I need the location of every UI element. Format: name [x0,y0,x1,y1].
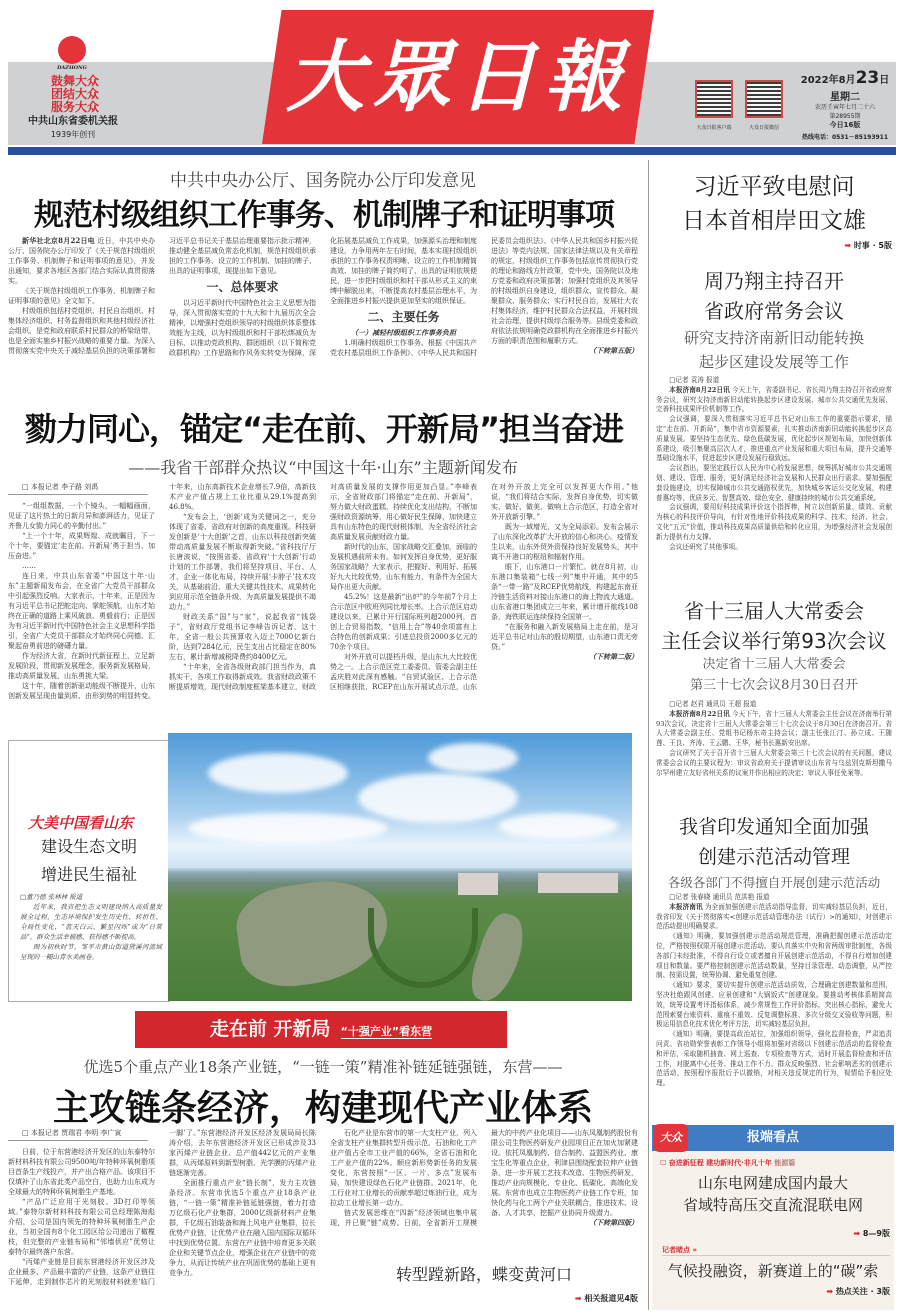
reporter-tag [662,1245,890,1256]
notice-headline[interactable] [652,812,896,872]
paragraph-text: 以习近平新时代中国特色社会主义思想为指导，深入贯彻落实党的十九大和十九届历次全会精神，以增强村党组织领导的村级组织体系整体效能为主线，以为村级组织和村干部松绑减负为目标，以推动党政机构、群团组织（以下简称党政群机构）工作思路和作风务实转变为保障，深化拓展基层减负工作成果，加强源头治理和制度建设，力争用两年左右时间，基本实现村级组织承担的工作事务权责明晰、设立的工作机制精简高效、加挂的牌子简约明了、出具的证明依规便民，进一步把村级组织和村干部从形式主义的束缚中解脱出来，不断提高农村基层治理水平，为全面推进乡村振兴提供更加坚实的组织保证。 [169,237,477,357]
paragraph-text: 链式发展思维在“四新”经济领域也集中展现，并已聚“链”成势。日前，全省新开工规模最大的中药产业化项目——山东凤凰制药股份有限公司生物医药研发产业园项目正在加火加紧建设。依托凤凰制药、信合制药、益盟医药业、康宝生化等重点企业，利津县围绕配套拉伸产业链条，进一步开展工艺技术改造、生物医药研发，推动产业向规模化、专业化、低碳化、高端化发展。东营市也成立生物医药产业链工作专班，加快化药与化工两个产业关联耦合，推进技术、设备、人才共享，挖掘产业协同升级潜力。 [330,1129,638,1227]
headline-line: 日本首相岸田文雄 [682,208,866,234]
arrow-right-icon: ➡ [844,241,854,250]
paragraph-text: （下转第五版） [589,346,638,355]
paragraph-text: 会议研究了关于召开省十三届人大常委会第三十七次会议的有关问题，建议常委会会议的主要议程为：审议省政府关于提请审议山东省与乌兹别克斯坦撒马尔罕州建立友好省州关系的议案并作出相应的决定；审议人事任免案等。 [656,748,892,777]
headline-line: 省十三届人大常委会 [684,599,864,623]
continued-note [491,346,638,356]
series-label: 奋进新征程 建功新时代·非凡十年 [668,1159,772,1167]
paragraph [330,328,477,338]
paragraph-text: 眼下，山东港口一片繁忙。就在8月初，山东港口集装箱“七线一列”集中开通，其中的5条“一带一路”及RCEP优势航线，构建起东南亚冷链生活资料对接山东港口的海上物流大通道。山东省港口集团成立三年来，累计增开航线108条，海铁联运连续保持全国第一。 [491,563,638,621]
page-count: 今日16版 [829,121,861,129]
npc-body [656,700,892,778]
subtitle-line: 决定省十三届人大常委会 [702,657,846,672]
article2-body [8,482,638,730]
highlights-series [660,1158,795,1168]
zhou-byline: □记者 袁涛 报道 [669,376,720,384]
item1-link[interactable] [652,1228,890,1239]
qr-code-icon[interactable] [695,80,733,118]
arrow-right-icon: ➡ [826,1287,836,1296]
paragraph [8,571,155,651]
article2-subtitle: ——我省干部群众热议“中国这十年·山东”主题新闻发布 [128,458,518,477]
paragraph-text: 石化产业是东营市的第一大支柱产业，列入全省支柱产业集群转型升级示范，石油和化工产业产值占全市工业产值的66%，全省石油和化工产业产值的22%。顺应新形势新任务的发展变化，东营按照“一区、一片、多点”发展布局，加快建设绿色石化产业链群。2021年，化工行业对工业增长的贡献率超过炼油行业，成为拉动工业增长第一动力。 [330,1129,477,1207]
banner-main: 走在前 开新局 [209,1018,331,1040]
feature-headline-line: 建设生态文明 [40,837,137,856]
paragraph-text: “在服务和融入新发展格局上走在前，是习近平总书记对山东的殷切期望，山东港口责无旁贷。” [491,623,638,651]
paragraph-text: 一、总体要求 [206,280,279,294]
paragraph-text: “丙烯产业链是目前东营港经济开发区涉及企业最多、产品最丰富的产业链，这条产业链往下延伸，走到制作芯片的光刻胶材料就差‘临门一脚’了。”东营港经济开发区经济发展局局长陈涛介绍，去年东营港经济开发区已形成涉及33家丙烯产业链企业、总产值442亿元的产业集群，从丙烯原料到新型树脂、光学膜的丙烯产业链逐渐完善。 [8,1129,316,1286]
headline-line: 山东电网建成国内最大 [697,1174,848,1192]
paragraph-text: 新时代的山东，国家战略交汇叠加，面临的发展机遇前所未有。如何发挥自身优势，更好服务国家战略？大家表示，把握好、利用好、拓展好九大比较优势，山东有能力、有条件为全国大局作出更大贡献。 [330,543,477,591]
slogan: 鼓舞大众 [50,74,99,88]
series-tag: 能源篇 [774,1159,796,1167]
paragraph [8,1197,155,1257]
item1-link-label: 8—9版 [862,1229,890,1238]
paragraph [491,622,638,652]
paragraph-text: 《关于规范村级组织工作事务、机制牌子和证明事项的意见》全文如下。 [8,287,155,305]
qr-code-icon[interactable] [745,80,783,118]
paragraph [8,531,155,561]
related-box [330,1258,638,1310]
aerial-landscape-photo[interactable] [168,733,632,1001]
feature-caption [20,892,162,962]
headline-line: 习近平致电慰问 [693,174,855,200]
slogan: 团结大众 [50,87,99,101]
highlights-box [652,1125,894,1310]
paragraph-text: 这十年，随着创新驱动能级不断提升，山东创新发展呈现由量到质、由形到势的明显转变。十年来，山东高新技术企业增长7.9倍，高新技术产业产值占规上工业比重从29.1%提高到46.8%。 [8,483,316,700]
subtitle-line: 起步区建设发展等工作 [698,353,849,371]
paragraph-text: 会议指出，要坚定践行以人民为中心的发展思想，统筹抓好城市公共交通规划、建设、管理、服务，更好满足经济社会发展和人民群众出行需求。要加强配套设施建设，切实保障城市公共交通路权优先，加快城乡客运公交化发展，构建普惠均等、优质多元、智慧高效、绿色安全、健康持续的城市公共交通系统。 [656,464,892,502]
paragraph [656,981,892,1030]
highlights-title: 报端看点 [652,1125,894,1151]
article3-paragraphs [330,1128,638,1228]
xi-headline[interactable] [652,170,896,238]
paragraph-text: 连日来，中共山东省委“中国这十年·山东”主题新闻发布会，在全省广大党员干部群众中引起强烈反响。大家表示，十年来，正是因为有习近平总书记把舵定向、掌舵领航，山东才始终在正确的道路上乘风破浪、勇毅前行；正是因为有习近平新时代中国特色社会主义思想科学指引，全省广大党员干部群众才始终同心同德、汇聚起奋勇前进的磅礴力量。 [8,572,155,650]
paragraph-text: 二、主要任务 [367,310,440,324]
section-heading [169,282,316,292]
dateline: 本报济南讯 [669,902,703,911]
related-link[interactable] [330,1293,638,1304]
paragraph-text: （下转第二版） [589,652,638,661]
highlight-item1[interactable] [652,1172,894,1216]
banner-sub: “十强产业”看东营 [340,1025,433,1038]
paragraph [656,932,892,981]
headline-line: 主任会议举行第93次会议 [661,629,887,653]
notice-byline: □记者 张春晓 通讯员 范洪艳 报道 [669,893,770,901]
xi-link-label: 时事 · 5版 [853,241,892,250]
npc-headline[interactable] [652,596,896,656]
highlight-item2[interactable]: 气候投融资，新赛道上的“碳”索 [667,1262,879,1280]
masthead-blue-rule [8,147,896,155]
paragraph [656,386,892,415]
qr-label: 大众日报微信 [748,125,779,131]
zhou-paragraphs [656,386,892,553]
headline-line: 创建示范活动管理 [697,846,850,868]
paragraph-text: 今天下午，省十三届人大常委会主任会议在济南举行第93次会议，决定省十三届人大常委会第三十七次会议于8月30日在济南召开。省人大常委会副主任、党组书记杨东奇主持会议；副主任张江汀、孙立成、王随莲、王良、齐涛、王云鹏、王华，秘书长惠新安出席。 [656,709,892,748]
paragraph [656,464,892,503]
headline-line: 周乃翔主持召开 [704,269,844,293]
feature-paragraph: 近年来，我省把生态文明建设纳入高质量发展全过程，生态环境保护发生历史性、转折性、全局性变化，“蓝天白云、繁星闪烁”成为“日常品”，群众生活幸福感、获得感不断提高。 [20,903,162,941]
paragraph [8,286,155,306]
paragraph-text: 《通知》明确，要加强创建示范活动规范管理，准确把握创建示范活动定位，严格按照权限开展创建示范活动。要认真落实中央和省两级审批制度，各级各部门未经批准，不得自行设立或者擅自开展创建示范活动，不得自行增加创建项目和数量。要严格控制创建示范活动数量，坚持目录管理、动态调整，从严控制、按需设置，统筹协调、避免重复创建。 [656,932,892,980]
paragraph [656,503,892,542]
paragraph [330,1128,477,1208]
paragraph [8,236,155,286]
reporter-tag-label: 记者睹点 [662,1246,690,1254]
item2-link-label: 热点关注 · 3版 [835,1287,890,1296]
paragraph [8,561,155,571]
related-link-label: 相关报道见4版 [584,1294,638,1303]
feature-paragraph: 图为初秋时节，邹平市黄山街道黛溪河流域呈现的一幅山青水美画卷。 [20,943,162,961]
subtitle-line: 研究支持济南新旧动能转换 [683,329,864,347]
section-heading [330,312,477,322]
related-headline[interactable]: 转型蹚新路，蝶变黄河口 [395,1265,572,1284]
xi-link[interactable] [652,240,892,251]
paragraph-text: 会议强调，要深入贯彻落实习近平总书记对山东工作的重要指示要求，锚定“走在前、开新局”，集中省市资源要素，扎实推动济南新旧动能转换起步区高质量发展。要坚持生态优先、绿色低碳发展，优化起步区规划布局，加快创新体系建设，吸引集聚高层次人才，推进重点产业发展和重大项目布局，提升交通等基础设施水平，促进起步区建设发展行稳致远。 [656,415,892,463]
article3-kicker: 优选5个重点产业18条产业链，“一链一策”精准补链延链强链，东营—— [83,1058,563,1076]
date-prefix: 2022年8月 [800,75,856,86]
article1-headline[interactable]: 规范村级组织工作事务、机制牌子和证明事项 [34,198,614,233]
paragraph-text: 会议强调，要用好科技成果评价这个指挥棒，树立以创新质量、绩效、贡献为核心的科技评价导向，有针对性地评价科技成果的科学、技术、经济、社会、文化“五元”价值，推动科技成果高质量供给和转化应用，为增强经济社会发展创新力提供有力支撑。 [656,503,892,541]
date-suffix: 日 [879,75,890,86]
paragraph [330,542,477,592]
paragraph-text: 为全面加强创建示范活动指导监督，切实减轻基层负担，近日，我省印发《关于贯彻落实<创建示范活动管理办法（试行）>的通知》，对创建示范活动提出明确要求。 [656,902,892,931]
paragraph-text: 日前，位于东营港经济开发区的山东泰特尔新材料科技有限公司9500吨/年特种环氧树脂项目首条生产线投产，并产出合格产品。该项目不仅填补了山东省此类产品空白，也助力山东成为全球最大的特种环氧树脂生产基地。 [8,1148,155,1196]
series-icon: ☐ [660,1159,669,1167]
paragraph-text: （一）减轻村级组织工作事务负担 [351,328,456,337]
feature-headline-line: 增进民生福祉 [40,865,137,884]
weekday: 星期二 [830,92,860,103]
founded-label: 1939年创刊 [50,130,96,139]
paragraph [656,415,892,464]
article2-headline[interactable]: 勠力同心，锚定“走在前、开新局”担当奋进 [24,410,624,448]
paragraph [8,501,155,531]
article3-paragraphs [8,1128,316,1287]
dazhong-logo-icon [58,36,86,64]
paragraph-text: 《通知》明确，要提高政治站位，加强组织领导，强化监督检查，严肃追责问责。省功勋荣誉表彰工作领导小组将加强对省级以下创建示范活动的监督检查和评估，采取随机抽查、网上巡查、专项检查等方式，适时开展监督检查和评估工作，对脱离中心任务、推动工作不力、群众反映强烈、社会影响恶劣的创建示范活动，按照程序报批后予以撤销，对相关违反规定的行为，视情给予相应处理。 [656,1030,892,1088]
paragraph [656,543,892,553]
paragraph [330,592,477,652]
headline-line: 省政府常务会议 [704,299,844,323]
paragraph-text: 财政关系“国”与“家”，说起我省“钱袋子”，省财政厅党组书记李峰告诉记者，这十年，全省一般公共预算收入迈上7000亿新台阶，达到7284亿元，民生支出占比稳定在80%左右，累计新增减税降费约8400亿元。 [169,613,316,661]
paragraph [8,1147,155,1197]
item2-link[interactable] [652,1286,890,1297]
paragraph-text: 会议还研究了其他事项。 [669,542,742,551]
paragraph-text: 今天上午，省委副书记、省长周乃翔主持召开省政府常务会议，研究支持济南新旧动能转换起步区建设发展、城市公共交通优先发展、完善科技成果评价机制等工作。 [656,385,892,414]
npc-byline: □记者 赵君 通讯员 王超 报道 [669,700,757,708]
arrow-right-icon: ➡ [853,1229,863,1238]
dateline: 本报济南8月22日讯 [669,385,730,394]
paragraph-text: 近日，中共中央办公厅、国务院办公厅印发了《关于规范村级组织工作事务、机制牌子和证明事项的意见》，并发出通知，要求各地区各部门结合实际认真贯彻落实。 [8,237,155,285]
double-chevron-icon: » [692,1246,697,1254]
date-day: 23 [855,68,880,88]
article3-byline: □ 本报记者 贾瑞君 李明 李广寅 [8,1128,148,1141]
paragraph [491,522,638,562]
headline-line: 我省印发通知全面加强 [678,816,869,838]
feature-byline: □董乃德 张林林 报道 [20,893,83,901]
hotline: 热线电话：0531－85193911 [801,134,889,141]
article3-headline[interactable]: 主攻链条经济，构建现代产业体系 [52,1088,593,1129]
paragraph-text: “产品广泛应用于光刻胶、3D打印等领域。”泰特尔新材料科技有限公司总经理陈海彪介绍，公司是国内领先的特种环氧树脂生产企业，当初全国有8个化工园区给公司递出了橄榄枝，但完整的产业链布局和“邻墙供应”优势让泰特尔最终落户东营。 [8,1198,155,1256]
paragraph-text: …… [22,562,36,570]
issue-number: 第28955期 [829,113,861,120]
notice-body [656,893,892,1089]
dateline: 本报济南8月22日讯 [669,709,730,718]
series-banner [135,1011,507,1048]
paragraph [656,1030,892,1089]
continued-note [491,1218,638,1228]
qr-label: 大众日报客户端 [696,125,732,131]
logo-text: DAZHONG [57,65,87,71]
paragraph-text: 《通知》要求，要切实提升创建示范活动质效，合理确定创建数量和范围，坚决杜绝跟风创建、应景创建和“大锅饭式”创建现象。要推动考核体系精简高效，统筹设置考评指标体系，减少常规性工作评价指标，突出核心指标，避免大范围索要台账资料、重痕不重效、反复调整标准、多次分级交叉验收等问题，积极运用信息化技术优化考评方法，切实减轻基层负担。 [656,981,892,1029]
paragraph-text: “上一个十年，成果辉煌、成就瞩目，下一个十年，要锚定‘走在前、开新局’勇于担当、加压奋进。” [8,532,155,560]
dateline: 新华社北京8月22日电 [22,236,95,245]
arrow-right-icon: ➡ [574,1294,585,1303]
paragraph [169,1178,316,1278]
article2-paragraphs [8,482,638,701]
headline-line: 省域特高压交直流混联电网 [682,1196,863,1214]
zhou-headline[interactable] [652,266,896,326]
zhou-body [656,376,892,552]
paragraph [656,749,892,778]
paragraph [8,651,155,681]
paragraph [656,903,892,932]
paragraph-text: 对外开放可以提档升级，是山东九大比较优势之一。上合示范区党工委委员、管委会副主任孟庆胜对此深有感触。“自贸试验区、上合示范区相继获批，RCEP在山东开展试点示范，山东在对外开放上完全可以发挥更大作用。”他说，“我们将结合实际，发挥自身优势，切实做实、做好、做美、做响上合示范区，打造全省对外开放新引擎。” [330,483,638,691]
paragraph-text: 村级组织包括村党组织、村民自治组织、村集体经济组织、村务监督组织和其他村级经济社会组织，是党和政府联系村民群众的桥梁纽带，也是全面实施乡村振兴战略的重要力量。为深入贯彻落实党中央关于减轻基层负担的决策部署和习近平总书记关于基层治理重要指示批示精神，推动健全基层减负常态化机制，规范村级组织承担的工作事务、设立的工作机制、加挂的牌子、出具的证明事项，现提出如下意见。 [8,237,316,355]
npc-subtitle [652,654,896,696]
paragraph [491,562,638,622]
zhou-subtitle [652,326,896,374]
article3-body-right [330,1128,638,1254]
article2-byline: □ 本报记者 李子路 刘禹 [8,482,148,495]
paragraph-text: 既为一域增光，又为全局添彩。发布会展示了山东深化改革扩大开放的信心和决心。疫情发生以来，山东外贸外资保持良好发展势头，其中离不开港口的枢纽和辐射作用。 [491,523,638,561]
slogan: 服务大众 [50,100,99,114]
paragraph-text: “十年来，全省各级财政部门担当作为，真抓实干，各项工作取得新成效。我省财政政策不断提质增效，现代财政制度框架基本建立，财政对高质量发展的支撑作用更加凸显。”李峰表示，全省财政部门将锚定“走在前、开新局”，努力做大财政蛋糕，持续优化支出结构，不断加强财政资源统筹，用心做好民生保障，加快建立具有山东特色的现代财税体制，为全省经济社会高质量发展贡献财政力量。 [169,483,477,691]
subtitle-line: 第三十七次会议8月30日召开 [690,678,858,693]
paragraph-text: 45.2%！这是最新“出炉”的今年前7个月上合示范区中欧班列同比增长率。上合示范区启动建设以来，已累计开行国际班列超2000列，首创上合贸易指数，“信用上合”等40余项富有上合特色的创新成果；引进总投资2000多亿元的70余个项目。 [330,593,477,651]
article1-kicker: 中共中央办公厅、国务院办公厅印发意见 [170,171,476,191]
paragraph-text: 1.明确村级组织工作事务。根据《中国共产党农村基层组织工作条例》、《中华人民共和国村民委员会组织法》、《中华人民共和国乡村振兴促进法》等党内法规、国家法律法规以及有关章程的规定，村级组织工作事务包括宣传贯彻执行党的理论和路线方针政策，党中央、国务院以及地方党委和政府决策部署；加强村党组织及其领导的村级组织自身建设，组织群众、宣传群众、凝聚群众、服务群众；实行村民自治，发展壮大农村集体经济，维护村民群众合法权益，开展村级社会治理，提供村级综合服务等。县级党委和政府依法依规明确党政群机构在全面推进乡村振兴方面的职责范围和履职方式。 [330,237,638,357]
article3-body-left [8,1128,316,1312]
article1-body [8,236,638,400]
dazhong-app-logo-icon: 大众 [654,1124,688,1152]
newspaper-title: 大眾日報 [285,32,630,123]
notice-subtitle: 各级各部门不得擅自开展创建示范活动 [667,875,881,890]
issue-date [790,68,900,88]
continued-note [491,652,638,662]
notice-paragraphs [656,903,892,1089]
feature-brand: 大美中国看山东 [28,814,134,832]
paragraph [169,512,316,612]
lunar-date: 农历壬寅年七月二十六 [814,104,875,111]
column-divider [648,160,649,1310]
paragraph-text: “一组组数据，一个个镜头，一幅幅画面，见证了这片热土的日新月异和澎湃活力，见证了齐鲁儿女勠力同心的辛勤付出。” [8,502,155,530]
paragraph-text: 作为经济大省，在新时代新征程上，立足新发展阶段，贯彻新发展理念，服务新发展格局，推动高质量发展，山东勇挑大梁。 [8,652,155,680]
paragraph-text: “发布会上，‘创新’成为关键词之一，充分体现了省委、省政府对创新的高度重视。科技研发创新是‘十大创新’之首，山东以科技创新突破带动高质量发展不断取得新突破。”省科技厅厅长唐波说，“按照省委、省政府‘十大创新’行动计划的工作部署，我们将坚持项目、平台、人才、企业一体化布局，持续开展‘卡脖子’技术攻关，从基础前沿、重大关键共性技术、成果转化到应用示范全链条升级，为高质量发展提供不竭动力。” [169,513,316,611]
organ-label: 中共山东省委机关报 [28,116,118,127]
paragraph [169,612,316,662]
paragraph-text: （下转第四版） [589,1218,638,1227]
paragraph [656,710,892,749]
npc-paragraphs [656,710,892,779]
paragraph-text: 全面推行重点产业“链长制”，发力主攻链条经济。东营市优选5个重点产业18条产业链，“一链一策”精准补链延链强链，着力打造万亿级石化产业集群，2000亿级新材料产业集群，千亿级石油装备和海上风电产业集群，拉长优势产业链，让优势产业在融入国内国际双循环中找到优势位置。东营在产业链中培育更多关联企业和关键节点企业，增强企业在产业链中的竞争力，从而让传统产业在巩固优势的基础上更有竞争力。 [169,1179,316,1277]
feature-headline[interactable] [14,833,164,889]
